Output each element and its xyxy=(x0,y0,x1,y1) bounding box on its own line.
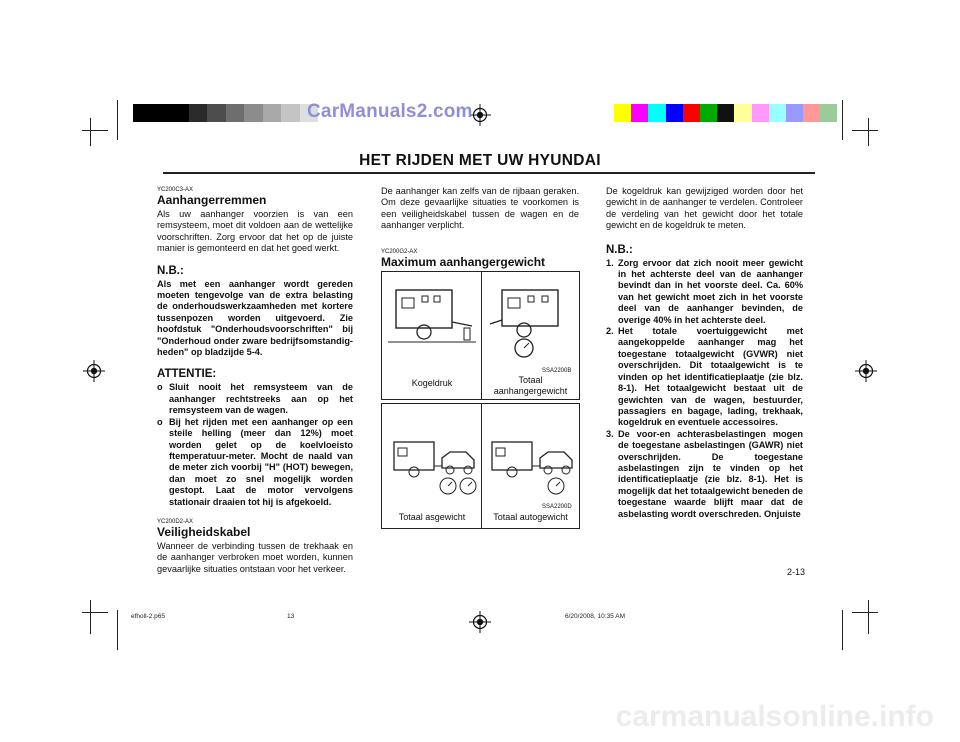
figure-label: Kogeldruk xyxy=(411,378,453,388)
note-title: N.B.: xyxy=(157,264,184,277)
column-middle xyxy=(381,186,579,271)
section-body: Als uw aanhanger voorzien is van een remsysteem, moet dit voldoen aan de wettelijke voorschriften. Zorg ervoor dat het op de juiste manier is gemonteerd en dat het goed werkt. xyxy=(157,209,353,254)
note-item: 3. De voor-en achterasbelastingen mogen de toegestane asbelastingen (GAWR) niet overschrijden. De toegestane asbelastingen zijn te vinden op het identificatieplaatje (zie blz. 8-1). Het is mogelijk dat het totaalgewicht beneden de toegestane waarde blijft maar dat de asbelasting wordt overschreden. Onjuiste xyxy=(606,428,803,519)
crop-mark xyxy=(117,100,118,140)
section-code: YC200G2-AX xyxy=(381,248,418,255)
color-swatch xyxy=(752,104,769,122)
crop-mark xyxy=(868,118,869,146)
trailer-scale-icon xyxy=(486,286,574,358)
note-list xyxy=(606,258,803,520)
color-swatch xyxy=(170,104,189,122)
intro-text: De aanhanger kan zelfs van de rijbaan geraken. Om deze gevaarlijke situaties te voorkomen is een veiligheidskabel tussen de wagen en de aanhanger verplicht. xyxy=(381,186,579,231)
color-swatch xyxy=(683,104,700,122)
caution-list xyxy=(157,382,353,507)
color-swatch xyxy=(769,104,786,122)
registration-mark-icon xyxy=(469,611,491,633)
color-swatch xyxy=(263,104,282,122)
note-body: Als met een aanhanger wordt gereden moeten tengevolge van de extra belasting de onderhoudswerkzaamheden met kortere tussenpozen worden uitgevoerd. Zie hoofdstuk "Onderhoudsvoorschriften" bij "Onderhoud onder zware bedrijfsomstandig-heden" op bladzijde 5-4. xyxy=(157,278,353,358)
color-swatch xyxy=(133,104,152,122)
section-code: YC200C3-AX xyxy=(157,187,194,193)
figure-axle-weight xyxy=(381,403,580,529)
figure-label: Totaal asgewicht xyxy=(398,512,466,522)
car-trailer-scale-icon xyxy=(484,436,576,496)
color-swatch xyxy=(717,104,734,122)
crop-mark xyxy=(852,612,878,613)
page-number: 2-13 xyxy=(786,567,805,577)
note-item: 2. Het totale voertuiggewicht met aangekoppelde aanhanger mag het toegestane totaalgewicht (GVWR) niet overschrijden. Dit totaalgewicht is te vinden op het identificatieplaatje (zie blz. 8-1). Het totaalgewicht bestaat uit de gewichten van de wagen, bestuurder, passagiers en bagage, lading, trekhaak, kogeldruk en eventuele accessoires. xyxy=(606,326,803,428)
section-title: Maximum aanhangergewicht xyxy=(381,254,546,269)
section-body: Wanneer de verbinding tussen de trekhaak en de aanhanger verbroken moet worden, kunnen gevaarlijke situaties ontstaan voor het verkeer. xyxy=(157,540,353,574)
page-title: HET RIJDEN MET UW HYUNDAI xyxy=(359,152,601,169)
color-swatch xyxy=(786,104,803,122)
figure-code: SSA2200D xyxy=(542,504,572,510)
caution-title: ATTENTIE: xyxy=(157,368,217,381)
color-swatch xyxy=(152,104,171,122)
section-title: Veiligheidskabel xyxy=(157,524,251,539)
color-swatch xyxy=(207,104,226,122)
column-right xyxy=(606,186,803,520)
color-swatch xyxy=(281,104,300,122)
color-swatch xyxy=(244,104,263,122)
crop-mark xyxy=(852,130,878,131)
car-trailer-axle-icon xyxy=(386,436,478,496)
trailer-tongue-icon xyxy=(388,286,476,346)
color-swatch xyxy=(700,104,717,122)
section-code: YC200D2-AX xyxy=(157,518,194,525)
color-swatch xyxy=(666,104,683,122)
registration-mark-icon xyxy=(83,360,105,382)
caution-item: o Bij het rijden met een aanhanger op een steile helling (meer dan 12%) moet worden gelet op de koelvloeisto ftemperatuur-meter. Mocht de naald van de meter zich voorbij "H" (HOT) bewegen, dan moet zo snel mogelijk worden gestopt. Laat de motor vervolgens stationair draaien tot hij is afgekoeld. xyxy=(157,416,353,507)
watermark-bottom[interactable]: carmanualsonline.info xyxy=(615,700,934,733)
color-swatch xyxy=(226,104,245,122)
note-item: 1. Zorg ervoor dat zich nooit meer gewicht in het achterste deel van de aanhanger bevindt dan in het voorste deel. Ca. 60% van het gewicht moet zich in het voorste deel van de aanhanger bevinden, de overige 40% in het achterste deel. xyxy=(606,257,803,325)
footer-page: 13 xyxy=(287,613,295,620)
color-swatch xyxy=(803,104,820,122)
crop-mark xyxy=(90,600,91,634)
crop-mark xyxy=(868,600,869,634)
footer-date: 6/20/2008, 10:35 AM xyxy=(565,613,625,620)
registration-mark-icon xyxy=(855,360,877,382)
crop-mark xyxy=(82,130,108,131)
crop-mark xyxy=(842,610,843,650)
crop-mark xyxy=(90,118,91,146)
crop-mark xyxy=(842,100,843,140)
color-calibration-strip xyxy=(614,104,837,122)
column-left xyxy=(157,186,353,575)
header-rule xyxy=(163,172,815,174)
color-swatch xyxy=(820,104,837,122)
color-swatch xyxy=(189,104,208,122)
caution-item: o Sluit nooit het remsysteem van de aanhanger rechtstreeks aan op het remsysteem van de wagen. xyxy=(157,382,353,416)
color-swatch xyxy=(648,104,665,122)
watermark-top[interactable]: CarManuals2.com xyxy=(307,101,473,122)
footer-file: efholl-2.p65 xyxy=(131,613,165,620)
intro-text: De kogeldruk kan gewijziged worden door het gewicht in de aanhanger te verdelen. Controleer de verdeling van het gewicht door het totale gewicht en de kogeldruk te meten. xyxy=(606,186,803,231)
color-swatch xyxy=(631,104,648,122)
crop-mark xyxy=(82,612,108,613)
figure-label: Totaal autogewicht xyxy=(493,512,568,522)
note-title: N.B.: xyxy=(606,243,633,256)
color-swatch xyxy=(614,104,631,122)
section-title: Aanhangerremmen xyxy=(157,193,267,207)
figure-tongue-weight xyxy=(381,271,580,400)
color-swatch xyxy=(734,104,751,122)
figure-label: Totaal aanhangergewicht xyxy=(493,375,568,396)
grayscale-color-strip xyxy=(133,104,318,122)
figure-code: SSA2200B xyxy=(542,368,572,374)
crop-mark xyxy=(117,610,118,650)
